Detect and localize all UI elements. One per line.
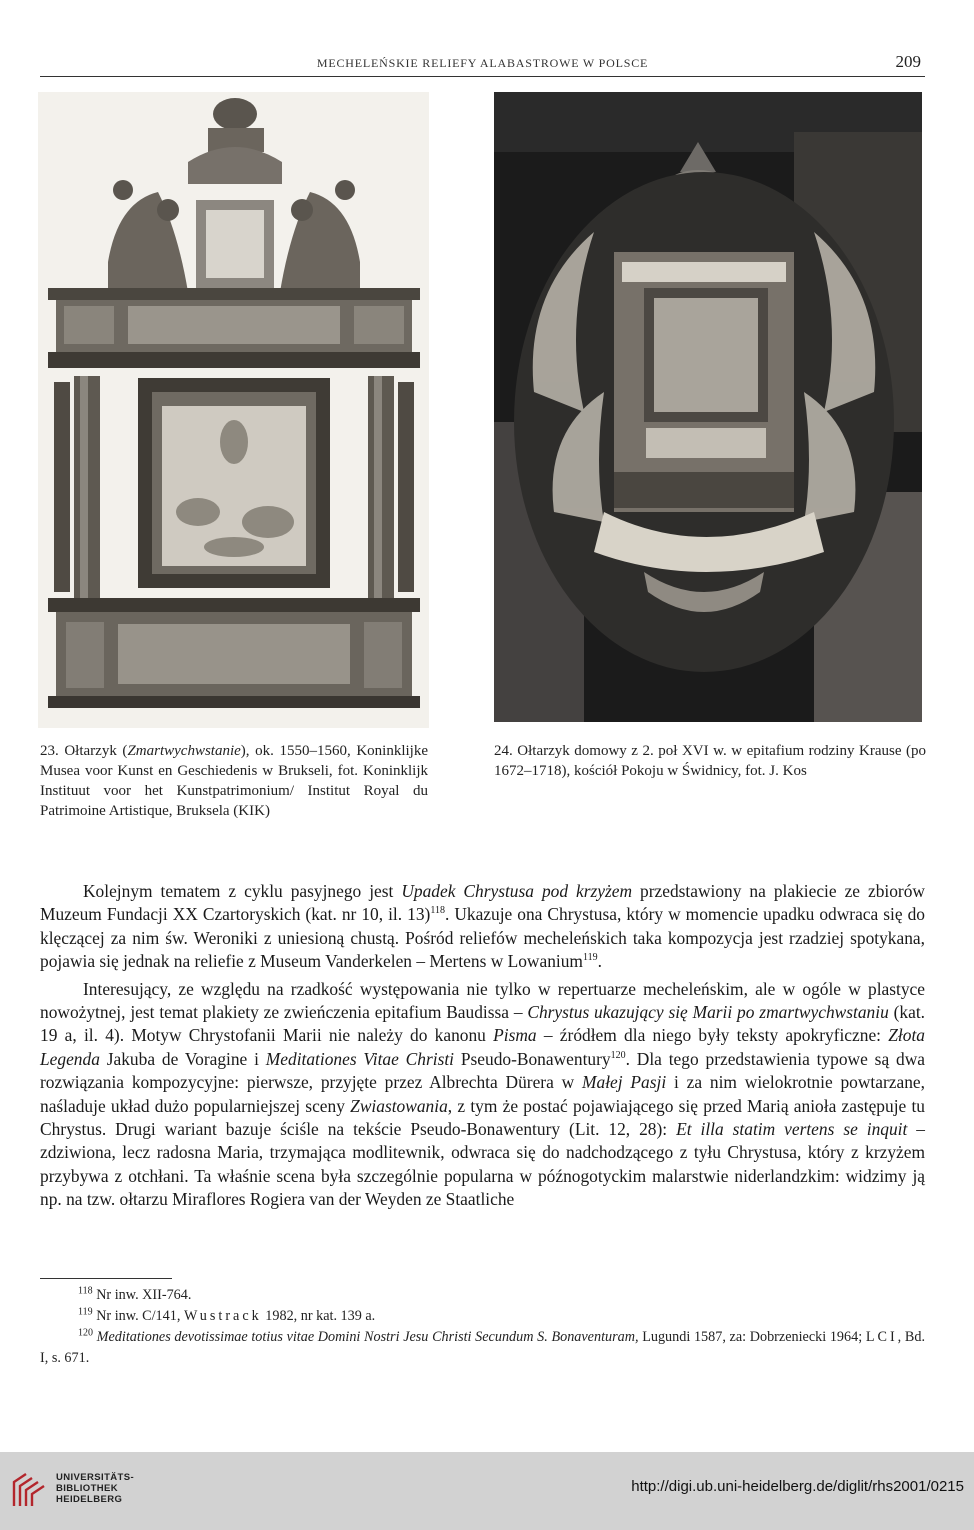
footnote-ref-118[interactable]: 118 <box>430 905 445 917</box>
paragraph-1 <box>40 880 925 974</box>
text-run: Interesujący, ze względu na rzadkość występowania nie tylko w repertuarze mecheleńskim, ale w ogóle w plastyce nowożytnej, jest temat plakiety ze zwieńczenia epitafium Baudissa – <box>40 978 925 1023</box>
text-run: – źródłem dla niego były teksty apokryficzne: <box>536 1025 889 1046</box>
italic-title: Pisma <box>493 1025 537 1046</box>
caption-23-rest: ), ok. 1550–1560, Koninklijke Musea voor Kunst en Geschiedenis w Brukseli, fot. Koninklijk Instituut voor het Kunstpatrimonium/ Institut Royal du Patrimoine Artistique, Bruksela (KIK) <box>40 743 428 819</box>
figure-24-caption: 24. Ołtarzyk domowy z 2. poł XVI w. w epitafium rodziny Krause (po 1672–1718), kościół Pokoju w Świdnicy, fot. J. Kos <box>494 743 926 779</box>
footnote-text: , Bd. I, s. 671. <box>40 1329 925 1366</box>
library-name-line: BIBLIOTHEK <box>56 1483 119 1494</box>
text-run: (kat. 19 a, il. 4). Motyw Chrystofanii Marii nie należy do kanonu <box>40 1002 925 1046</box>
footnote-text: Lugundi 1587, za: Dobrzeniecki 1964; <box>638 1329 866 1345</box>
footnote-italic: Meditationes devotissimae totius vitae Domini Nostri Jesu Christi Secundum S. Bonaventuram, <box>96 1329 639 1345</box>
text-run: , z tym że postać pojawiającego się przed Marią anioła zastępuje tu Chrystus. Drugi wariant bazuje ściśle na tekście Pseudo-Bonawentury (Lit. 12, 28): <box>40 1095 926 1140</box>
library-name <box>56 1472 134 1505</box>
footnote-number: 118 <box>78 1285 93 1297</box>
text-run: . <box>597 951 602 972</box>
footnote-118 <box>40 1285 925 1306</box>
text-run: – zdziwiona, lecz radosna Maria, trzymająca modlitewnik, odwraca się do nadchodzącego z tyłu Chrystusa, który z krzyżem przybywa z otchłani. Ta właśnie scena była szczególnie popularna w późnogotyckim malarstwie niderlandzkim: widzimy ją np. na tzw. ołtarzu Miraflores Rogiera van der Weyden ze Staatliche <box>40 1119 925 1210</box>
italic-quote: Et illa statim vertens se inquit <box>676 1119 908 1140</box>
text-run: przedstawiony na plakiecie ze zbiorów Muzeum Fundacji XX Czartoryskich (kat. nr 10, il. 13) <box>40 881 925 925</box>
footnote-rule <box>40 1278 172 1279</box>
library-logo-icon[interactable] <box>10 1472 46 1510</box>
footnote-ref-120[interactable]: 120 <box>610 1050 626 1062</box>
text-run: Kolejnym tematem z cyklu pasyjnego jest <box>83 881 402 901</box>
author-name: Wustrack <box>183 1308 262 1324</box>
running-title: MECHELEŃSKIE RELIEFY ALABASTROWE W POLSCE <box>316 56 649 70</box>
text-run: Jakuba de Voragine i <box>99 1048 266 1069</box>
paragraph-2 <box>40 978 925 1212</box>
abbreviation: LCI <box>865 1329 898 1345</box>
footnote-text: Nr inw. C/141, <box>92 1308 184 1324</box>
footnote-text: 1982, nr kat. 139 a. <box>261 1308 376 1324</box>
italic-title: Małej Pasji <box>582 1072 667 1093</box>
footnote-number: 120 <box>78 1327 93 1339</box>
library-footer-bar <box>0 1452 974 1530</box>
figure-23-altar-photo <box>38 92 429 728</box>
library-name-line: UNIVERSITÄTS- <box>56 1472 135 1483</box>
figure-23-caption <box>40 741 428 821</box>
footnote-number: 119 <box>78 1306 93 1318</box>
italic-title: Złota Legenda <box>40 1025 925 1069</box>
body-text <box>40 880 925 1212</box>
text-run: i za nim wielokrotnie powtarzane, naśladuje układ dużo popularniejszej sceny <box>40 1072 925 1116</box>
text-run: . Ukazuje ona Chrystusa, który w momencie upadku odwraca się do klęczącej za nim św. Weroniki z uniesioną chustą. Pośród reliefów mecheleńskich taka kompozycja jest rzadziej spotykana, pojawia się jednak na reliefie z Museum Vanderkelen – Mertens w Lowanium <box>40 904 925 972</box>
footnote-ref-119[interactable]: 119 <box>582 952 598 964</box>
library-name-line: HEIDELBERG <box>56 1494 123 1505</box>
text-run: . Dla tego przedstawienia typowe są dwa rozwiązania kompozycyjne: pierwsze, przyjęte przez Albrechta Dürera w <box>40 1048 925 1093</box>
text-run: Pseudo-Bonawentury <box>454 1048 611 1069</box>
caption-23-label: 23. Ołtarzyk ( <box>40 743 128 759</box>
page-number: 209 <box>895 52 921 71</box>
italic-title: Upadek Chrystusa pod krzyżem <box>401 881 633 901</box>
caption-23-title: Zmartwychwstanie <box>127 743 241 759</box>
footnotes <box>40 1285 925 1369</box>
source-url-link[interactable]: http://digi.ub.uni-heidelberg.de/diglit/rhs2001/0215 <box>631 1478 964 1495</box>
italic-title: Chrystus ukazujący się Marii po zmartwychwstaniu <box>527 1002 889 1023</box>
running-header <box>40 52 925 77</box>
figure-24-epitaph-photo <box>494 92 922 722</box>
footnote-120 <box>40 1327 925 1369</box>
italic-title: Zwiastowania <box>350 1095 448 1116</box>
footnote-text: Nr inw. XII-764. <box>92 1287 192 1303</box>
italic-title: Meditationes Vitae Christi <box>265 1048 455 1069</box>
footnote-119 <box>40 1306 925 1327</box>
